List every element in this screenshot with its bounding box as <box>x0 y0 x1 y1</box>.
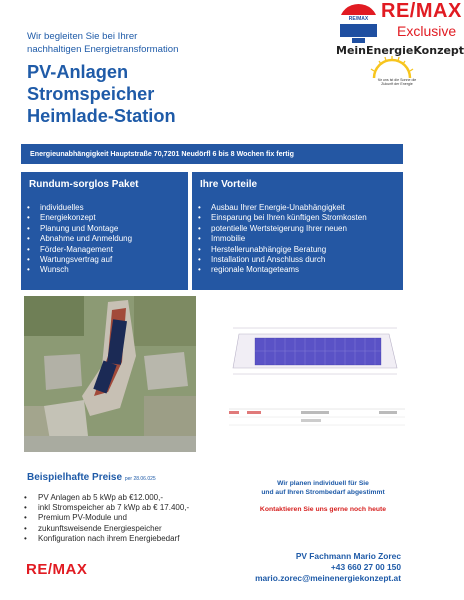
price-item: • zukunftsweisende Energiespeicher <box>22 524 222 534</box>
package-item: • individuelles <box>25 203 132 213</box>
planning-line-1: Wir planen individuell für Sie <box>277 480 369 487</box>
planning-line-2: und auf Ihren Strombedarf abgestimmt <box>261 489 385 496</box>
package-item: • Energiekonzept <box>25 213 132 223</box>
balloon-logo-text: RE/MAX <box>348 16 369 22</box>
package-item: • Abnahme und Anmeldung <box>25 234 132 244</box>
prices-title-text: Beispielhafte Preise <box>27 472 123 483</box>
contact-email[interactable]: mario.zorec@meinenergiekonzept.at <box>255 572 401 583</box>
benefits-title: Ihre Vorteile <box>200 179 258 190</box>
price-item: • Konfiguration nach ihrem Energiebedarf <box>22 534 222 544</box>
brand-logo <box>248 0 464 100</box>
planning-text <box>238 479 408 497</box>
roof-plan <box>229 318 405 398</box>
contact-cta: Kontaktieren Sie uns gerne noch heute <box>259 506 387 513</box>
benefit-item: • regionale Montageteams <box>196 265 367 275</box>
price-item: • PV Anlagen ab 5 kWp ab €12.000,- <box>22 493 222 503</box>
contact-phone[interactable]: +43 660 27 00 150 <box>330 561 401 572</box>
balloon-logo-icon <box>340 4 377 37</box>
benefits-panel <box>192 172 403 290</box>
benefit-item: • Immobilie <box>196 234 367 244</box>
brand-concept: MeinEnergieKonzept <box>336 44 464 57</box>
contact-block <box>255 551 401 583</box>
intro-line-1: Wir begleiten Sie bei Ihrer <box>27 31 138 42</box>
benefits-list <box>196 203 367 276</box>
info-bar: Energieunabhängigkeit Hauptstraße 70,7201 Neudörfl 6 bis 8 Wochen fix fertig <box>21 144 403 164</box>
contact-title: PV Fachmann Mario Zorec <box>295 551 401 561</box>
benefit-item: • potentielle Wertsteigerung Ihrer neuen <box>196 224 367 234</box>
intro-line-2: nachhaltigen Energietransformation <box>27 43 179 55</box>
components-table <box>229 404 405 430</box>
aerial-photo <box>24 296 196 452</box>
headline-line-2: Stromspeicher <box>27 84 155 104</box>
prices-list <box>22 493 222 544</box>
intro-text <box>27 31 227 56</box>
benefit-item: • Einsparung bei Ihren künftigen Stromkosten <box>196 213 367 223</box>
brand-name: RE/MAX <box>381 0 462 22</box>
benefit-item: • Installation und Anschluss durch <box>196 255 367 265</box>
balloon-basket <box>352 38 365 43</box>
brand-sub: Exclusive <box>397 23 457 39</box>
headline <box>27 61 257 127</box>
brand-tagline: für uns ist die Sonne die Zukunft der Energie <box>377 78 417 87</box>
headline-line-3: Heimlade-Station <box>27 106 176 126</box>
package-item: • Wunsch <box>25 265 132 275</box>
package-list <box>25 203 132 276</box>
benefit-item: • Ausbau Ihrer Energie-Unabhängigkeit <box>196 203 367 213</box>
prices-date: per 28.06.025 <box>124 476 156 482</box>
package-title: Rundum-sorglos Paket <box>29 179 139 190</box>
benefit-item: • Herstellerunabhängige Beratung <box>196 245 367 255</box>
package-item: • Förder-Management <box>25 245 132 255</box>
footer-brand: RE/MAX <box>26 561 88 578</box>
price-item: • inkl Stromspeicher ab 7 kWp ab € 17.400,- <box>22 503 222 513</box>
package-item: • Planung und Montage <box>25 224 132 234</box>
price-item: • Premium PV-Module und <box>22 513 222 523</box>
package-panel <box>21 172 188 290</box>
package-item: • Wartungsvertrag auf <box>25 255 132 265</box>
headline-line-1: PV-Anlagen <box>27 62 129 82</box>
prices-title <box>27 472 156 483</box>
